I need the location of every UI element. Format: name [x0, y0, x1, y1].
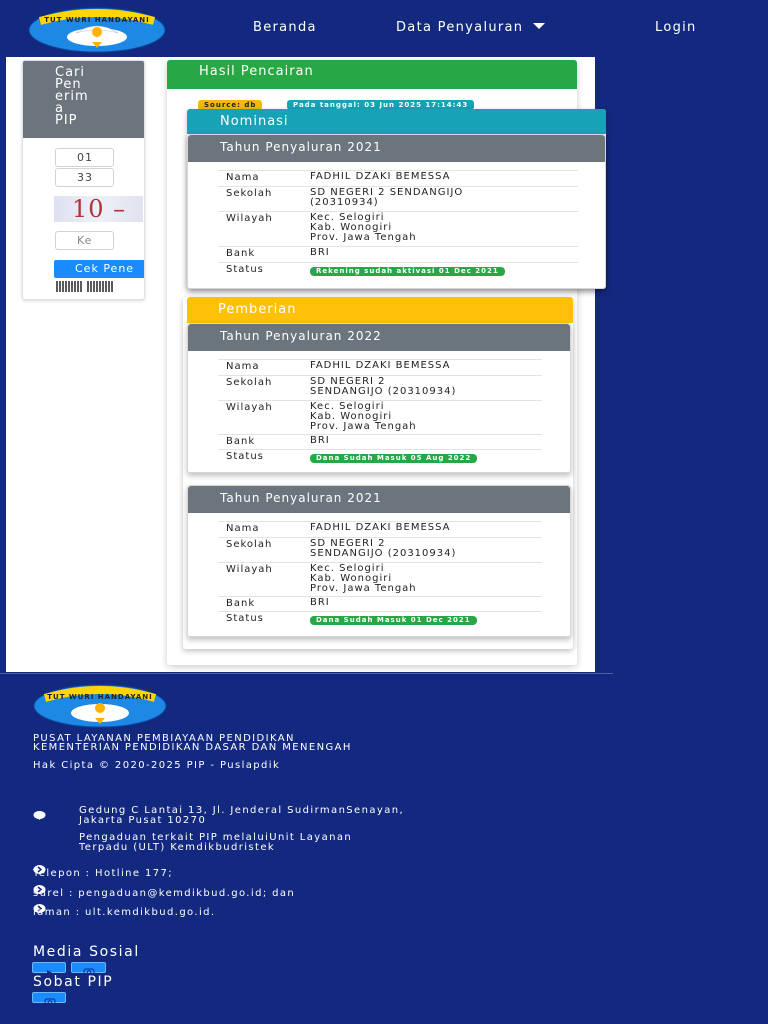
map-marker-icon	[33, 805, 46, 814]
label-nama: Nama	[226, 172, 260, 183]
footer-address-line2: Jakarta Pusat 10270	[79, 815, 207, 826]
nav-data-penyaluran[interactable]	[396, 20, 545, 35]
instagram-icon[interactable]	[32, 992, 66, 1003]
value-wilayah	[310, 213, 417, 243]
label-nama: Nama	[226, 523, 260, 534]
label-wilayah: Wilayah	[226, 564, 273, 575]
arrow-right-circle-icon	[33, 859, 46, 868]
youtube-icon[interactable]	[32, 962, 66, 973]
arrow-right-circle-icon	[33, 898, 46, 907]
result-title: Hasil Pencairan	[167, 60, 577, 89]
label-bank: Bank	[226, 436, 256, 447]
footer-org-line2: KEMENTERIAN PENDIDIKAN DASAR DAN MENENGAH	[33, 742, 352, 753]
value-wilayah	[310, 402, 417, 432]
year-title: Tahun Penyaluran 2021	[188, 486, 570, 513]
value-line: Kec. Selogiri	[310, 401, 385, 412]
row-status	[218, 449, 542, 465]
row-wilayah	[218, 400, 542, 434]
value-line: SD NEGERI 2 SENDANGIJO	[310, 187, 464, 198]
value-bank: BRI	[310, 435, 330, 446]
search-title-line: a	[55, 101, 64, 116]
row-status	[218, 262, 578, 278]
footer-address-line1: Gedung C Lantai 13, Jl. Jenderal SudirmanSenayan,	[79, 805, 405, 816]
value-nama: FADHIL DZAKI BEMESSA	[310, 360, 451, 371]
year-title: Tahun Penyaluran 2022	[188, 324, 570, 351]
footer-complaint-line1: Pengaduan terkait PIP melaluiUnit Layanan	[79, 832, 353, 843]
row-bank	[218, 434, 542, 449]
value-bank: BRI	[310, 597, 330, 608]
value-sekolah	[310, 539, 456, 559]
value-line: Kab. Wonogiri	[310, 222, 393, 233]
label-status: Status	[226, 264, 264, 275]
search-title-line: Cari	[55, 65, 85, 80]
nav-beranda[interactable]: Beranda	[253, 20, 317, 35]
row-sekolah	[218, 375, 542, 400]
row-sekolah	[218, 537, 542, 562]
value-line: SENDANGIJO (20310934)	[310, 548, 457, 559]
label-sekolah: Sekolah	[226, 188, 273, 199]
value-sekolah	[310, 188, 463, 208]
value-nama: FADHIL DZAKI BEMESSA	[310, 522, 451, 533]
qr-code-icon	[87, 281, 114, 292]
footer-complaint-line2: Terpadu (ULT) Kemdikbudristek	[79, 842, 276, 853]
captcha-input[interactable]: Ke	[55, 231, 114, 250]
label-sekolah: Sekolah	[226, 377, 273, 388]
nav-login[interactable]: Login	[655, 20, 697, 35]
value-line: Kec. Selogiri	[310, 563, 385, 574]
pemberian-section	[183, 297, 573, 649]
row-wilayah	[218, 211, 578, 246]
label-sekolah: Sekolah	[226, 539, 273, 550]
value-line: Kab. Wonogiri	[310, 411, 393, 422]
instagram-icon[interactable]	[71, 962, 106, 973]
value-line: Kab. Wonogiri	[310, 573, 393, 584]
value-line: Kec. Selogiri	[310, 212, 385, 223]
nominasi-section	[187, 109, 606, 289]
row-nama	[218, 170, 578, 186]
footer-email[interactable]: surel : pengaduan@kemdikbud.go.id; dan	[33, 888, 296, 899]
arrow-right-circle-icon	[33, 879, 46, 888]
pemberian-year-card	[187, 485, 571, 637]
year-title: Tahun Penyaluran 2021	[188, 135, 605, 162]
qr-code-icon	[56, 281, 83, 292]
nominasi-title: Nominasi	[187, 109, 606, 134]
value-line: Prov. Jawa Tengah	[310, 583, 417, 594]
search-title-line: PIP	[55, 113, 78, 128]
search-title-line: Pen	[55, 77, 82, 92]
search-card-title	[23, 61, 145, 138]
search-card	[22, 60, 145, 300]
chevron-down-icon	[533, 23, 545, 29]
footer-org-line1: PUSAT LAYANAN PEMBIAYAAN PENDIDIKAN	[33, 733, 295, 744]
captcha-image: 10 –	[54, 196, 143, 222]
label-status: Status	[226, 613, 264, 624]
nominasi-year-card	[187, 134, 606, 289]
value-nama: FADHIL DZAKI BEMESSA	[310, 171, 451, 182]
check-recipient-button[interactable]: Cek Pene	[54, 260, 145, 278]
search-title-line: erim	[55, 89, 89, 104]
row-nama	[218, 359, 542, 375]
value-line: SD NEGERI 2	[310, 376, 386, 387]
footer-phone: Telepon : Hotline 177;	[33, 868, 174, 879]
row-bank	[218, 246, 578, 262]
row-status	[218, 611, 542, 627]
status-badge: Dana Sudah Masuk 01 Dec 2021	[310, 616, 477, 625]
label-wilayah: Wilayah	[226, 213, 273, 224]
row-bank	[218, 596, 542, 611]
row-sekolah	[218, 186, 578, 211]
value-line: SD NEGERI 2	[310, 538, 386, 549]
date-badge: Pada tanggal: 03 Jun 2025 17:14:43	[287, 100, 474, 110]
svg-text:TUT WURI HANDAYANI: TUT WURI HANDAYANI	[44, 16, 150, 24]
status-badge: Dana Sudah Masuk 05 Aug 2022	[310, 454, 477, 463]
nik-input[interactable]: 33	[55, 168, 114, 187]
footer-logo	[33, 684, 167, 729]
status-badge: Rekening sudah aktivasi 01 Dec 2021	[310, 267, 505, 276]
pemberian-title: Pemberian	[187, 297, 573, 323]
label-wilayah: Wilayah	[226, 402, 273, 413]
value-line: Prov. Jawa Tengah	[310, 421, 417, 432]
value-line: (20310934)	[310, 197, 379, 208]
svg-text:TUT WURI HANDAYANI: TUT WURI HANDAYANI	[47, 693, 153, 701]
label-bank: Bank	[226, 248, 256, 259]
nav-data-penyaluran-label: Data Penyaluran	[396, 20, 524, 35]
site-logo[interactable]	[28, 7, 166, 53]
source-badge: Source: db	[198, 100, 262, 110]
value-line: Prov. Jawa Tengah	[310, 232, 417, 243]
value-wilayah	[310, 564, 417, 594]
label-status: Status	[226, 451, 264, 462]
label-bank: Bank	[226, 598, 256, 609]
social-media-title: Media Sosial	[33, 944, 140, 960]
sobat-pip-title: Sobat PIP	[33, 974, 114, 990]
value-sekolah	[310, 377, 456, 397]
footer-website[interactable]: laman : ult.kemdikbud.go.id.	[33, 907, 216, 918]
value-bank: BRI	[310, 247, 330, 258]
pemberian-year-card	[187, 323, 571, 473]
label-nama: Nama	[226, 361, 260, 372]
row-wilayah	[218, 562, 542, 596]
row-nama	[218, 521, 542, 537]
footer-divider	[0, 673, 613, 674]
footer-copyright: Hak Cipta © 2020-2025 PIP - Puslapdik	[33, 760, 281, 771]
value-line: SENDANGIJO (20310934)	[310, 386, 457, 397]
nisn-input[interactable]: 01	[55, 148, 114, 167]
